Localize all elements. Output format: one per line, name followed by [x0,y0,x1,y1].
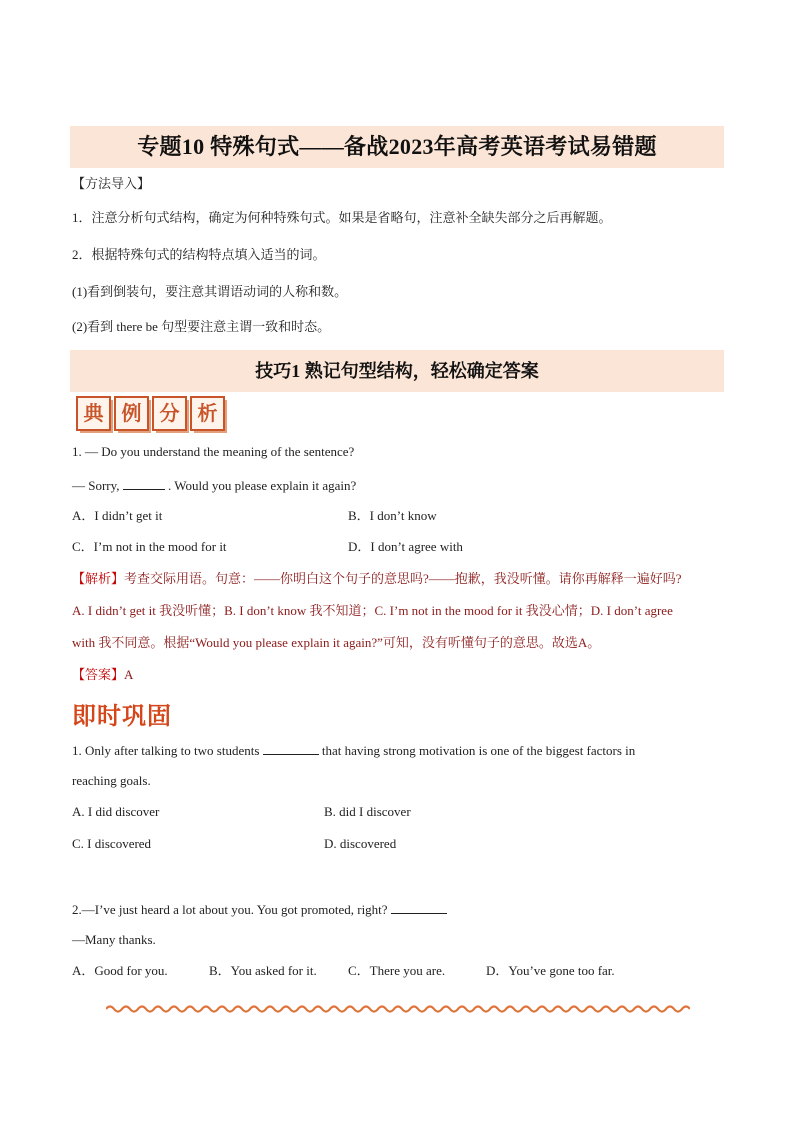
example-option-b: B．I don’t know [348,508,437,523]
stamp-char: 分 [152,396,187,431]
stamp-char: 析 [190,396,225,431]
answer-line [72,666,133,684]
example-question-line-1: 1. — Do you understand the meaning of the sentence? [72,444,355,459]
decorative-wave-divider [106,1003,690,1015]
q1-option-d: D. discovered [324,836,397,851]
q1-line-1 [72,740,635,760]
example-question-prefix: — Sorry, [72,478,123,493]
analysis-line-2: A. I didn’t get it 我没听懂；B. I don’t know 我不知道；C. I’m not in the mood for it 我没心情；D. I don’t agree [72,603,673,618]
method-point-1: 1．注意分析句式结构，确定为何种特殊句式。如果是省略句，注意补全缺失部分之后再解题。 [72,210,612,225]
method-point-3: (1)看到倒装句，要注意其谓语动词的人称和数。 [72,284,348,299]
q2-option-b: B．You asked for it. [209,963,317,978]
analysis-line-1 [72,570,682,588]
method-point-2: 2．根据特殊句式的结构特点填入适当的词。 [72,247,326,262]
example-option-a: A．I didn’t get it [72,508,163,523]
analysis-line-3: with 我不同意。根据“Would you please explain it again?”可知，没有听懂句子的意思。故选A。 [72,635,601,650]
stamp-char: 例 [114,396,149,431]
answer-value: A [124,667,134,682]
skill-title: 技巧1 熟记句型结构，轻松确定答案 [70,350,724,392]
q2-option-d: D．You’ve gone too far. [486,963,615,978]
q2-line-1 [72,899,447,919]
example-question-line-2 [72,475,356,495]
q1-option-a: A. I did discover [72,804,160,819]
answer-blank [123,475,165,490]
example-option-c: C．I’m not in the mood for it [72,539,227,554]
answer-blank [391,899,447,914]
answer-tag: 【答案】 [72,667,125,682]
method-point-4: (2)看到 there be 句型要注意主谓一致和时态。 [72,319,331,334]
q1-option-c: C. I discovered [72,836,152,851]
q2-prompt: 2.—I’ve just heard a lot about you. You got promoted, right? [72,902,391,917]
document-title: 专题10 特殊句式——备战2023年高考英语考试易错题 [70,126,724,168]
example-option-d: D．I don’t agree with [348,539,463,554]
stamp-char: 典 [76,396,111,431]
q2-option-c: C．There you are. [348,963,446,978]
q1-option-b: B. did I discover [324,804,411,819]
example-question-suffix: . Would you please explain it again? [164,478,357,493]
consolidate-heading: 即时巩固 [72,702,172,730]
answer-blank [263,740,319,755]
analysis-tag: 【解析】 [72,571,125,586]
method-header: 【方法导入】 [72,176,151,191]
q2-line-2: —Many thanks. [72,932,156,947]
analysis-text-1: 考查交际用语。句意：——你明白这个句子的意思吗?——抱歉，我没听懂。请你再解释一遍好吗? [124,571,682,586]
q1-prefix: 1. Only after talking to two students [72,743,263,758]
q2-option-a: A．Good for you. [72,963,168,978]
q1-line-2: reaching goals. [72,773,151,788]
q1-suffix: that having strong motivation is one of the biggest factors in [318,743,636,758]
example-analysis-badge [76,396,225,430]
